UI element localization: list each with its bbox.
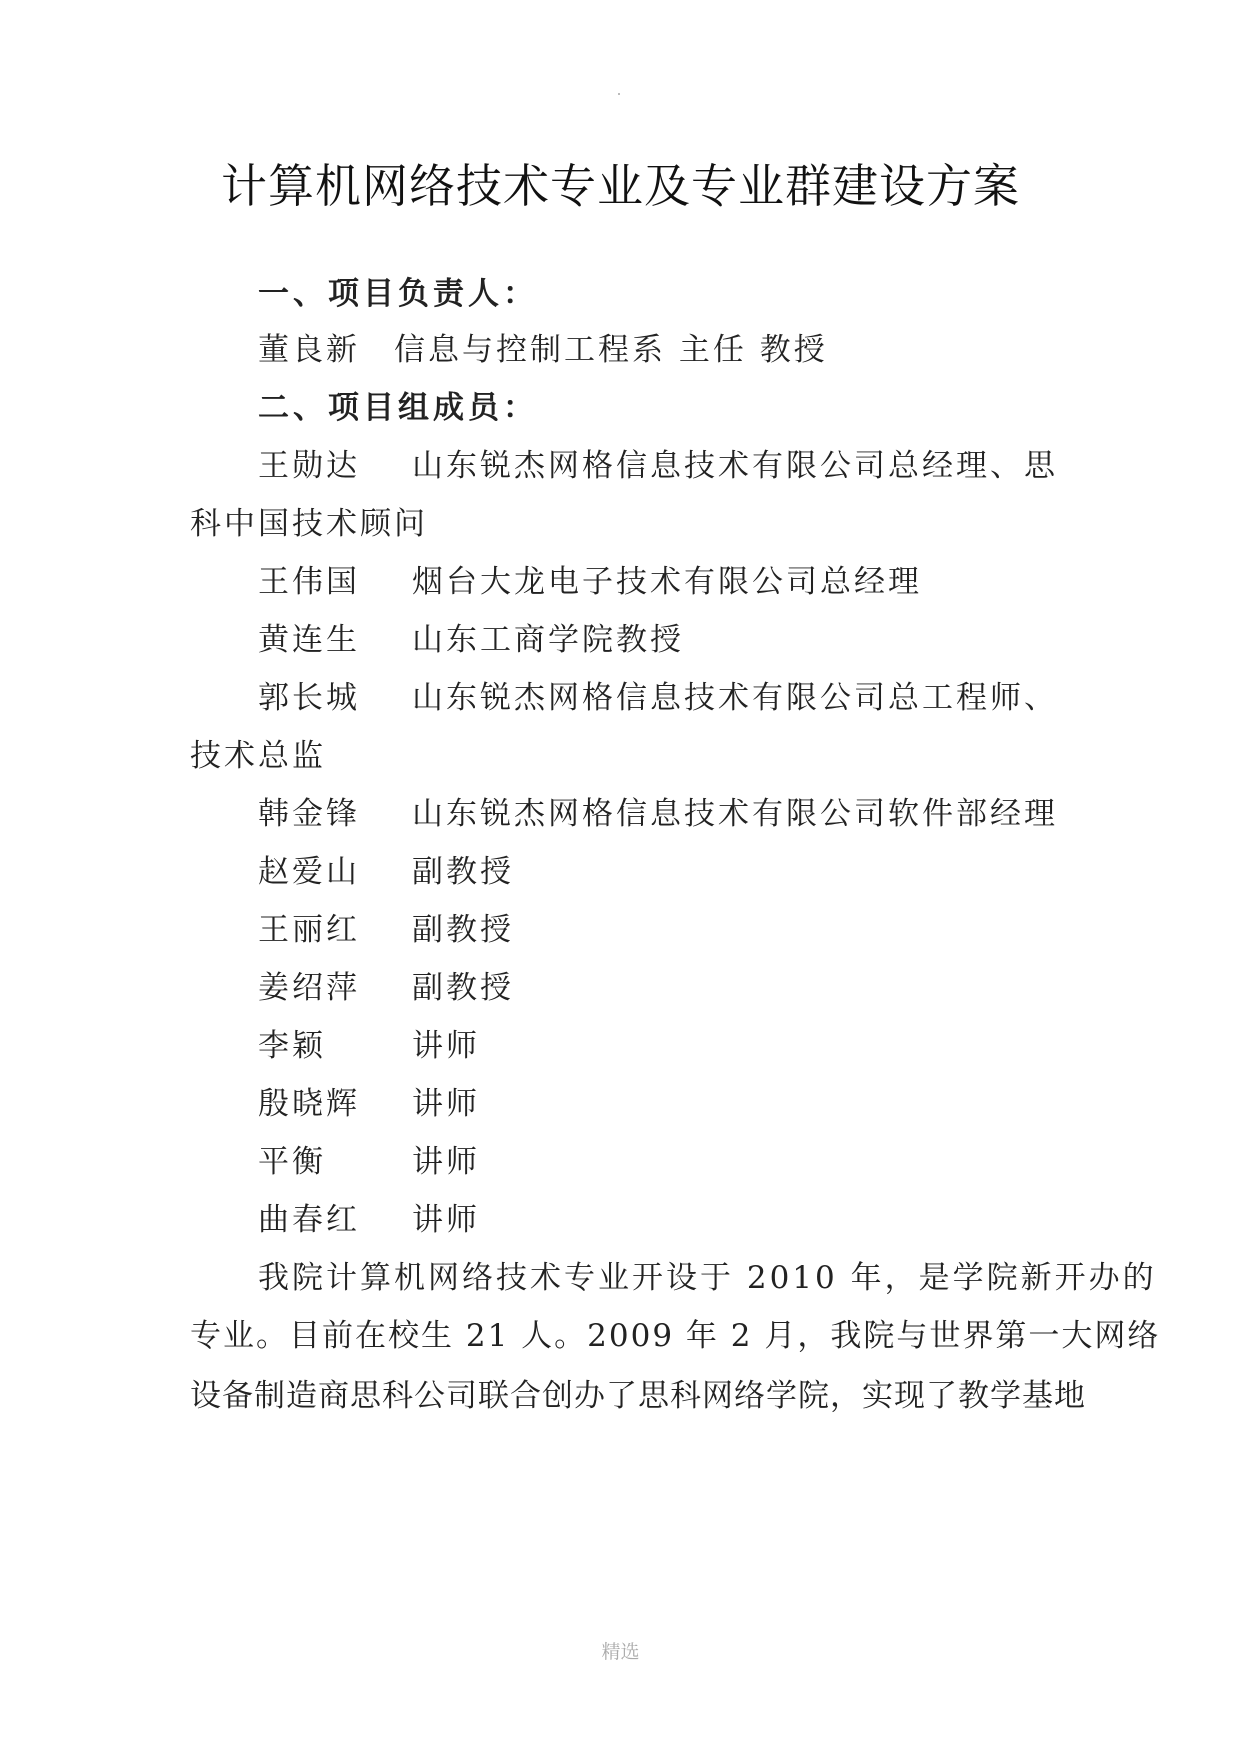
page-footer: 精选 bbox=[601, 1641, 640, 1663]
member-name: 平衡 bbox=[258, 1144, 326, 1180]
member-description: 副教授 bbox=[412, 854, 514, 890]
section-heading-members: 二、项目组成员： bbox=[258, 390, 538, 426]
member-name: 黄连生 bbox=[258, 622, 360, 658]
member-description: 山东锐杰网格信息技术有限公司总经理、思 bbox=[412, 448, 1058, 484]
member-description-continued: 技术总监 bbox=[190, 738, 326, 774]
member-name: 李颖 bbox=[258, 1028, 326, 1064]
member-row bbox=[0, 556, 1241, 600]
paragraph-line: 我院计算机网络技术专业开设于 2010 年，是学院新开办的 bbox=[258, 1260, 1157, 1296]
member-row bbox=[0, 672, 1241, 716]
member-row bbox=[0, 788, 1241, 832]
paragraph-line: 设备制造商思科公司联合创办了思科网络学院，实现了教学基地 bbox=[190, 1378, 1086, 1414]
member-name: 姜绍萍 bbox=[258, 970, 360, 1006]
leader-line: 董良新 信息与控制工程系 主任 教授 bbox=[258, 332, 828, 368]
member-description: 烟台大龙电子技术有限公司总经理 bbox=[412, 564, 922, 600]
member-description: 讲师 bbox=[412, 1202, 480, 1238]
member-row bbox=[0, 440, 1241, 484]
document-title: 计算机网络技术专业及专业群建设方案 bbox=[221, 159, 1020, 213]
member-row bbox=[0, 1136, 1241, 1180]
member-row bbox=[0, 1020, 1241, 1064]
paragraph-line: 专业。目前在校生 21 人。2009 年 2 月，我院与世界第一大网络 bbox=[190, 1318, 1161, 1354]
member-name: 韩金锋 bbox=[258, 796, 360, 832]
member-description: 山东工商学院教授 bbox=[412, 622, 684, 658]
member-description: 山东锐杰网格信息技术有限公司总工程师、 bbox=[412, 680, 1058, 716]
page-dot bbox=[618, 93, 620, 95]
member-description: 讲师 bbox=[412, 1144, 480, 1180]
member-name: 曲春红 bbox=[258, 1202, 360, 1238]
member-description: 讲师 bbox=[412, 1028, 480, 1064]
member-name: 王勋达 bbox=[258, 448, 360, 484]
member-description: 副教授 bbox=[412, 970, 514, 1006]
member-row bbox=[0, 1078, 1241, 1122]
member-row bbox=[0, 904, 1241, 948]
member-name: 王丽红 bbox=[258, 912, 360, 948]
section-heading-leader: 一、项目负责人： bbox=[258, 276, 538, 312]
member-row bbox=[0, 614, 1241, 658]
member-name: 郭长城 bbox=[258, 680, 360, 716]
member-name: 赵爱山 bbox=[258, 854, 360, 890]
member-name: 殷晓辉 bbox=[258, 1086, 360, 1122]
member-description: 山东锐杰网格信息技术有限公司软件部经理 bbox=[412, 796, 1058, 832]
member-name: 王伟国 bbox=[258, 564, 360, 600]
member-description: 讲师 bbox=[412, 1086, 480, 1122]
member-row bbox=[0, 962, 1241, 1006]
member-description: 副教授 bbox=[412, 912, 514, 948]
member-row bbox=[0, 1194, 1241, 1238]
member-description-continued: 科中国技术顾问 bbox=[190, 506, 428, 542]
member-row bbox=[0, 846, 1241, 890]
